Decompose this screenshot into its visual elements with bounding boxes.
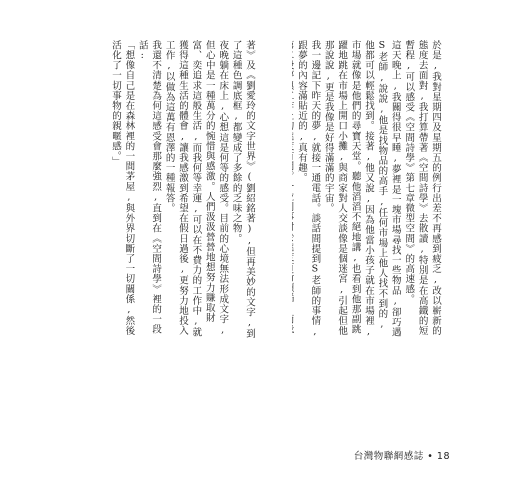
left-column-text: 著》及《劉愛玲的文字世界》(劉紹銘著),但再美妙的文字,到了這種色調底框,都變成了多餘的乏味之物。 夜晚躺在床上,心想這是何等的感受。目前的心境無法形成文字,但心中是一種萬分的惋惜與感激。人們汲汲營營地想努力賺取財富、奕追求這般生活,而我何等幸運,可以在不費力的工作中,就獲得這種生活的體會,讓我感激到希望在假日過後,更努力地投入工作,以做為這萬有恩澤的一種報答。 我還不清楚為何這感受會那麼強烈,直到在《空間詩學》裡的一段話: 「想像自己是在森林裡的一間茅屋,與外界切斷了一切關係,然後活化了一切事物的親暱感。」	[109, 40, 255, 339]
page-footer: 台灣物聯網感誌 • 18	[353, 451, 450, 462]
right-column-text: 於是,我對星期四及星期五的例行出差不再感到疲乏,改以嶄新的態度去面對,我打算帶著《空間詩學》去散讀,特別是在高鐵的短暫程,可以感受《空間詩學》第七章微型空間》的高速感。 這天晚上,我關得很早睡,夢裡是一塊市場尋找一些物品,卻巧遇S老師,說說,他是找物品的高手,任何市場上他人找不到的,他都可以輕鬆找到。接著,他又說,因為他當小孩子就在市場裡,市場就像是他們的尋寶天堂。聽他滔滔不絕地講,也看到他那副跳躍地跳在市場上開口小攤,與商家對人交談像是個迷宮,引起但他那說說,更是我像是好得滿滿的宇宙。 我一邊記下昨天的夢,就接一通電話。談話間提到S老師的事情,跟夢的內容滿貼近的,真有趣。	[295, 40, 441, 338]
